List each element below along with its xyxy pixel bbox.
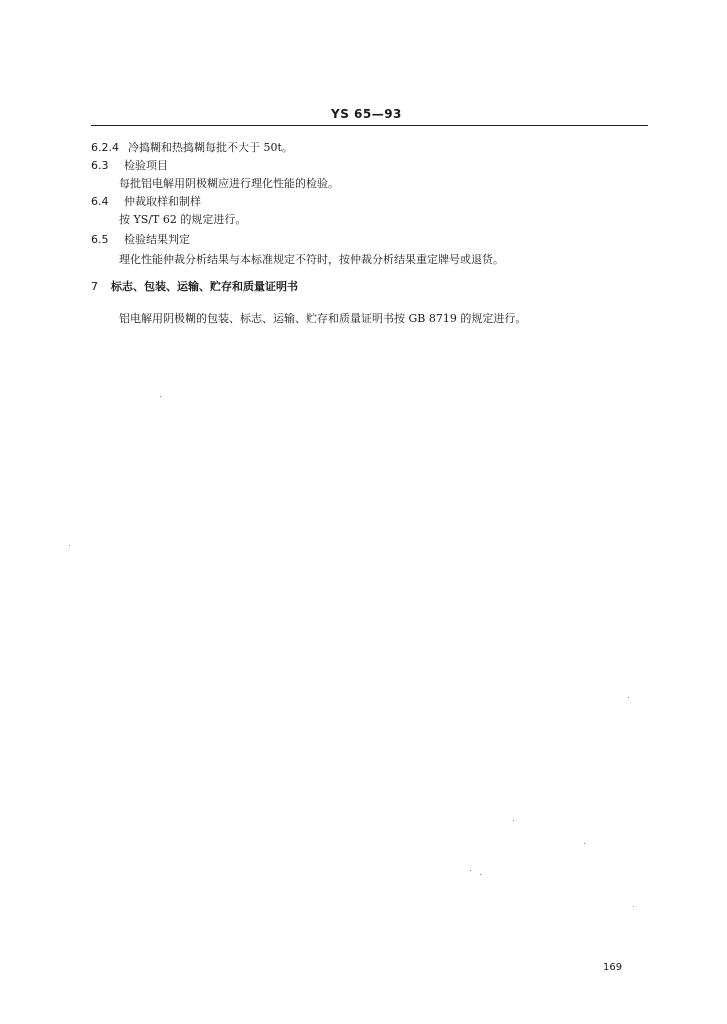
scan-speck bbox=[480, 874, 481, 875]
clause-6-3 bbox=[91, 159, 168, 173]
clause-text: 铝电解用阴极糊的包装、标志、运输、贮存和质量证明书按 GB 8719 的规定进行。 bbox=[119, 312, 527, 325]
scan-speck bbox=[69, 545, 70, 546]
standard-code-text: YS 65—93 bbox=[331, 107, 402, 121]
scan-speck bbox=[513, 820, 514, 821]
clause-6-3-body bbox=[119, 177, 339, 191]
scan-speck bbox=[628, 697, 629, 698]
scan-speck bbox=[584, 843, 585, 844]
scan-speck bbox=[160, 396, 161, 397]
scan-speck bbox=[633, 906, 634, 907]
clause-6-5 bbox=[91, 233, 190, 247]
clause-6-4 bbox=[91, 195, 201, 209]
clause-text: 按 YS/T 62 的规定进行。 bbox=[119, 213, 247, 226]
clause-heading: 仲裁取样和制样 bbox=[124, 195, 201, 208]
clause-text: 每批铝电解用阴极糊应进行理化性能的检验。 bbox=[119, 177, 339, 190]
clause-text: 理化性能仲裁分析结果与本标准规定不符时，按仲裁分析结果重定牌号或退货。 bbox=[119, 253, 504, 266]
clause-6-5-body bbox=[119, 253, 504, 267]
clause-text: 冷捣糊和热捣糊每批不大于 50t。 bbox=[128, 141, 293, 154]
clause-number: 6.3 bbox=[91, 159, 109, 172]
header-rule bbox=[91, 125, 648, 126]
clause-heading: 检验结果判定 bbox=[124, 233, 190, 246]
clause-6-2-4 bbox=[91, 141, 293, 155]
section-number: 7 bbox=[91, 280, 98, 293]
section-7-body bbox=[119, 312, 526, 326]
clause-6-4-body bbox=[119, 213, 246, 227]
standard-code bbox=[331, 107, 402, 121]
clause-number: 6.4 bbox=[91, 195, 109, 208]
section-7 bbox=[91, 280, 298, 294]
clause-number: 6.2.4 bbox=[91, 141, 119, 154]
clause-number: 6.5 bbox=[91, 233, 109, 246]
scan-speck bbox=[470, 870, 471, 871]
page-number: 169 bbox=[603, 962, 623, 973]
section-title: 标志、包装、运输、贮存和质量证明书 bbox=[111, 280, 298, 293]
clause-heading: 检验项目 bbox=[124, 159, 168, 172]
